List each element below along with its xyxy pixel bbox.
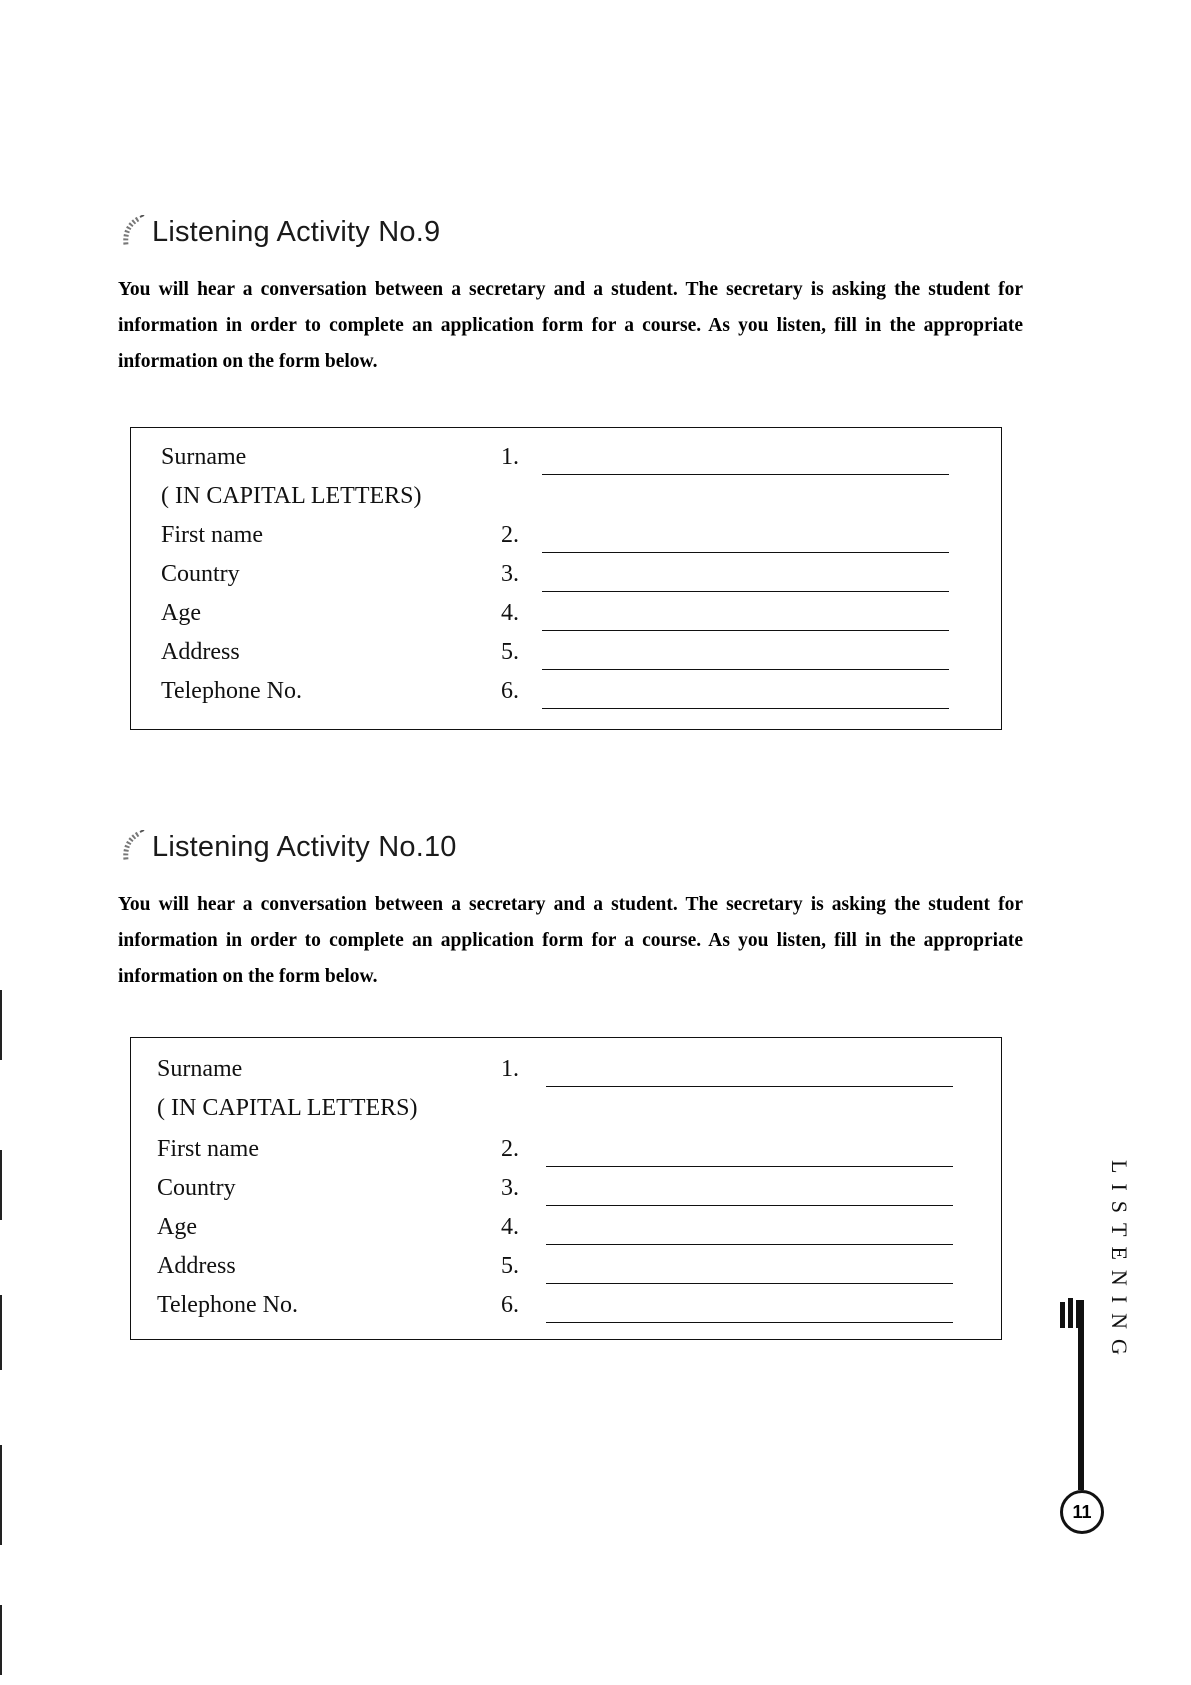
form-row-country: [131, 561, 1001, 601]
form-row-age: [131, 600, 1001, 640]
scan-margin-line: [0, 1445, 2, 1545]
field-label: First name: [157, 1136, 259, 1162]
form-row-country: [131, 1175, 1001, 1215]
field-label: Telephone No.: [161, 678, 302, 704]
field-number: 5.: [501, 639, 519, 665]
bracket-icon: [118, 215, 148, 249]
activity-title: Listening Activity No.9: [152, 215, 441, 248]
field-label: Surname: [157, 1056, 243, 1082]
field-number: 5.: [501, 1253, 519, 1279]
form-row-address: [131, 639, 1001, 679]
field-label: Country: [157, 1175, 236, 1201]
section-side-tab: LISTENING: [1107, 1160, 1132, 1365]
key-shaft: [1078, 1300, 1084, 1490]
field-number: 2.: [501, 1136, 519, 1162]
activity-instructions: You will hear a conversation between a secretary and a student. The secretary is asking the student for information in order to complete an application form for a course. As you listen, fill in the appropriate information on the form below.: [118, 894, 1023, 987]
field-number: 6.: [501, 1292, 519, 1318]
field-label: Telephone No.: [157, 1292, 298, 1318]
activity-instructions: You will hear a conversation between a secretary and a student. The secretary is asking the student for information in order to complete an application form for a course. As you listen, fill in the appropriate information on the form below.: [118, 279, 1023, 372]
form-row-capital-note: [131, 483, 1001, 523]
field-number: 3.: [501, 1175, 519, 1201]
form-row-first-name: [131, 1136, 1001, 1176]
form-row-telephone: [131, 678, 1001, 718]
scan-margin-line: [0, 1295, 2, 1370]
bracket-icon: [118, 830, 148, 864]
listening-activity-10: [118, 827, 1028, 1318]
activity-header: [118, 212, 1028, 252]
field-label: Address: [157, 1253, 236, 1279]
field-number: 4.: [501, 600, 519, 626]
first-name-answer-line[interactable]: [542, 552, 949, 553]
country-answer-line[interactable]: [542, 591, 949, 592]
field-label: Address: [161, 639, 240, 665]
field-label: ( IN CAPITAL LETTERS): [161, 483, 422, 509]
age-answer-line[interactable]: [542, 630, 949, 631]
field-number: 2.: [501, 522, 519, 548]
field-number: 3.: [501, 561, 519, 587]
form-row-address: [131, 1253, 1001, 1293]
field-label: Country: [161, 561, 240, 587]
scan-margin-line: [0, 1605, 2, 1675]
field-label: First name: [161, 522, 263, 548]
activity-header: [118, 827, 1028, 867]
address-answer-line[interactable]: [546, 1283, 953, 1284]
form-row-capital-note: [131, 1095, 1001, 1135]
telephone-answer-line[interactable]: [546, 1322, 953, 1323]
country-answer-line[interactable]: [546, 1205, 953, 1206]
form-row-surname: [131, 1056, 1001, 1096]
form-row-telephone: [131, 1292, 1001, 1332]
form-row-surname: [131, 444, 1001, 484]
age-answer-line[interactable]: [546, 1244, 953, 1245]
activity-title: Listening Activity No.10: [152, 830, 457, 863]
field-label: Surname: [161, 444, 247, 470]
form-row-first-name: [131, 522, 1001, 562]
scan-margin-line: [0, 1150, 2, 1220]
form-row-age: [131, 1214, 1001, 1254]
application-form: [130, 427, 1002, 730]
telephone-answer-line[interactable]: [542, 708, 949, 709]
page-number: 11: [1060, 1490, 1104, 1534]
listening-activity-9: [118, 212, 1028, 704]
field-number: 6.: [501, 678, 519, 704]
scan-margin-line: [0, 990, 2, 1060]
surname-answer-line[interactable]: [542, 474, 949, 475]
address-answer-line[interactable]: [542, 669, 949, 670]
field-number: 1.: [501, 1056, 519, 1082]
field-label: ( IN CAPITAL LETTERS): [157, 1095, 418, 1121]
surname-answer-line[interactable]: [546, 1086, 953, 1087]
field-label: Age: [157, 1214, 197, 1240]
application-form: [130, 1037, 1002, 1340]
field-number: 1.: [501, 444, 519, 470]
first-name-answer-line[interactable]: [546, 1166, 953, 1167]
field-number: 4.: [501, 1214, 519, 1240]
field-label: Age: [161, 600, 201, 626]
